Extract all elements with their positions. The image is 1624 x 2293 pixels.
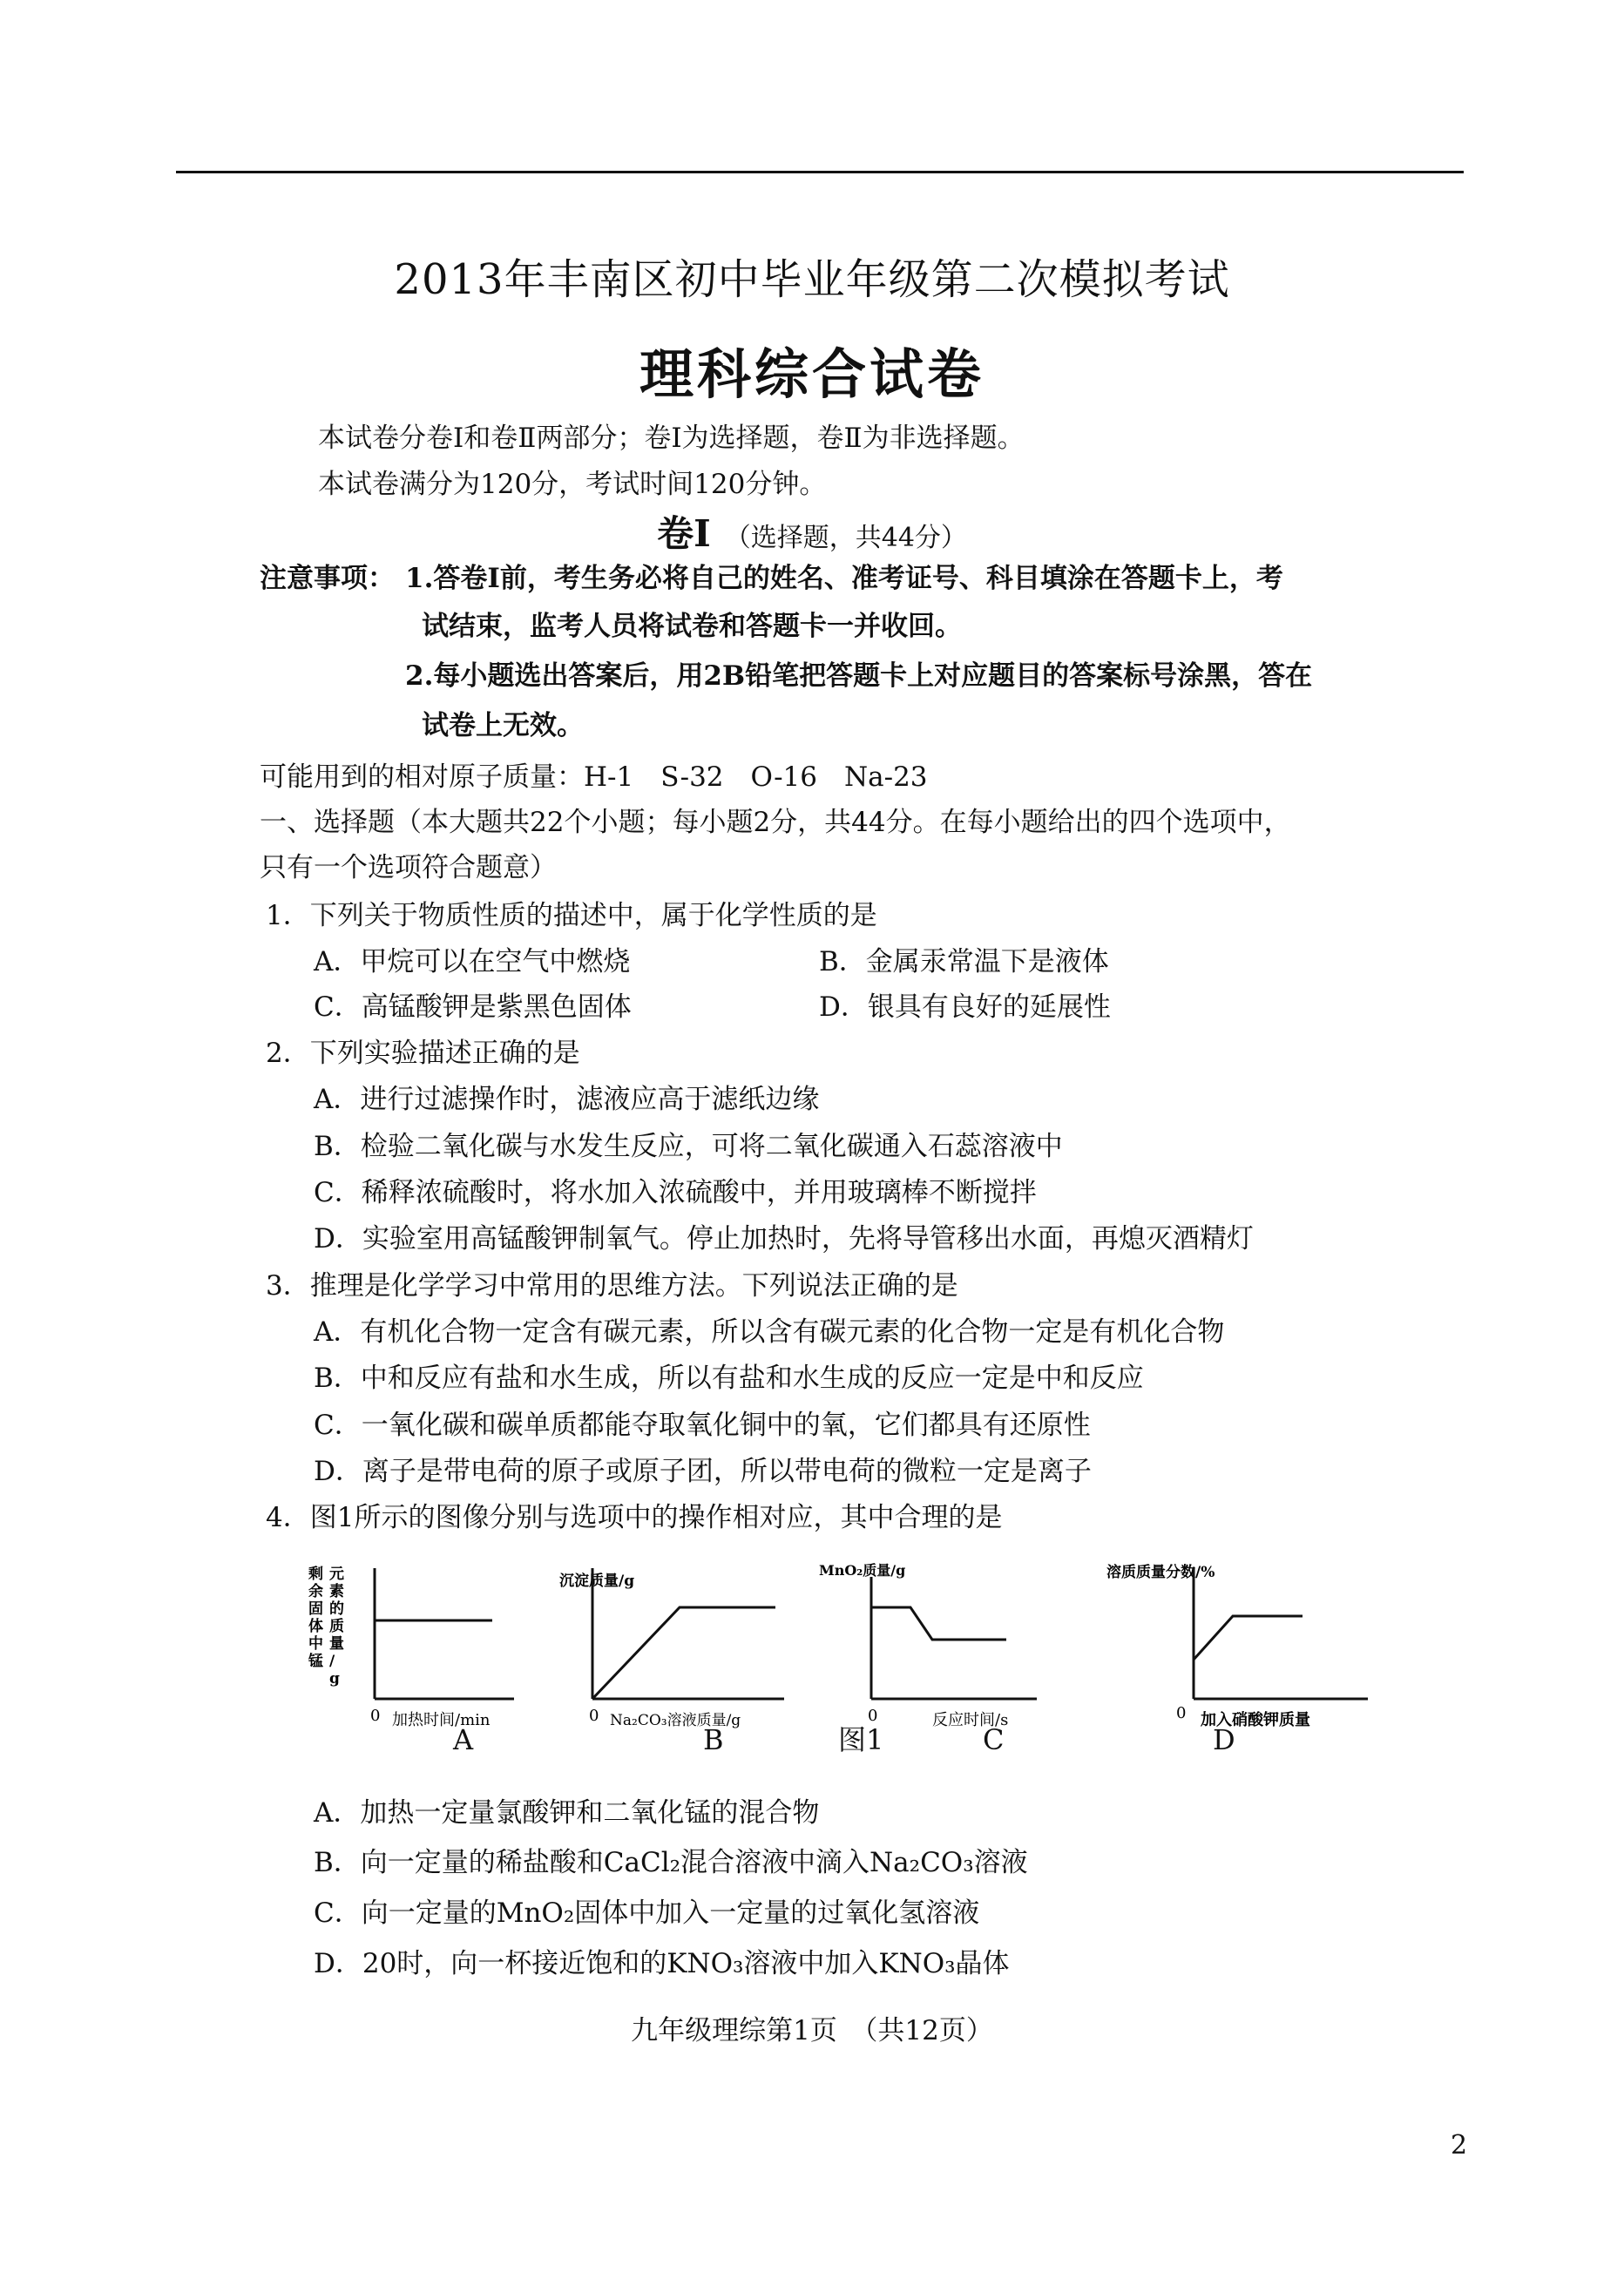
note-1-line-2: 试结束，监考人员将试卷和答题卡一并收回。 [422, 611, 962, 642]
graph-d-xlabel: 加入硝酸钾质量 [1201, 1711, 1310, 1729]
q1-option-c: C．高锰酸钾是紫黑色固体 [314, 991, 632, 1023]
figure-1 [296, 1559, 1394, 1795]
part1-line-1: 一、选择题（本大题共22个小题；每小题2分，共44分。在每小题给出的四个选项中， [260, 807, 1291, 838]
graph-b-origin: 0 [589, 1707, 599, 1725]
q4-option-d: D．20时，向一杯接近饱和的KNO₃溶液中加入KNO₃晶体 [314, 1948, 1010, 1979]
graph-b-curve [592, 1607, 775, 1699]
graph-c [819, 1559, 1045, 1734]
q4-stem: 4．图1所示的图像分别与选项中的操作相对应，其中合理的是 [266, 1502, 1003, 1533]
q3-stem: 3．推理是化学学习中常用的思维方法。下列说法正确的是 [266, 1270, 958, 1302]
intro-line-2: 本试卷满分为120分，考试时间120分钟。 [318, 469, 827, 500]
note-2-line-2: 试卷上无效。 [422, 710, 584, 741]
q3-option-a: A．有机化合物一定含有碳元素，所以含有碳元素的化合物一定是有机化合物 [314, 1316, 1225, 1348]
q3-option-d: D．离子是带电荷的原子或原子团，所以带电荷的微粒一定是离子 [314, 1456, 1092, 1487]
graph-c-xlabel: 反应时间/s [932, 1711, 1009, 1729]
graph-d-curve [1194, 1616, 1303, 1660]
graph-d [1106, 1559, 1385, 1734]
top-rule [176, 171, 1464, 173]
q3-option-c: C．一氧化碳和碳单质都能夺取氧化铜中的氧，它们都具有还原性 [314, 1410, 1091, 1441]
panel-a-label: A [453, 1723, 474, 1756]
note-2-line-1: 2.每小题选出答案后，用2B铅笔把答题卡上对应题目的答案标号涂黑，答在 [405, 660, 1313, 692]
q2-stem: 2．下列实验描述正确的是 [266, 1038, 580, 1069]
q1-stem: 1．下列关于物质性质的描述中，属于化学性质的是 [266, 900, 877, 931]
notes-label: 注意事项： [260, 563, 395, 594]
section-title: 卷Ⅰ [657, 512, 711, 555]
q2-option-b: B．检验二氧化碳与水发生反应，可将二氧化碳通入石蕊溶液中 [314, 1131, 1063, 1162]
graph-b-ylabel: 沉淀质量/g [559, 1573, 635, 1590]
graph-a-xlabel: 加热时间/min [392, 1711, 491, 1729]
note-1-line-1: 1.答卷Ⅰ前，考生务必将自己的姓名、准考证号、科目填涂在答题卡上，考 [405, 563, 1283, 594]
graph-a [296, 1559, 523, 1734]
graph-b-xlabel: Na₂CO₃溶液质量/g [610, 1712, 741, 1729]
exam-subtitle: 理科综合试卷 [639, 342, 985, 406]
atomic-masses: 可能用到的相对原子质量：H-1 S-32 O-16 Na-23 [260, 761, 928, 793]
graph-a-origin: 0 [370, 1707, 381, 1725]
page-footer: 九年级理综第1页 （共12页） [631, 2015, 993, 2046]
q3-option-b: B．中和反应有盐和水生成，所以有盐和水生成的反应一定是中和反应 [314, 1363, 1144, 1394]
q4-option-a: A．加热一定量氯酸钾和二氧化锰的混合物 [314, 1797, 820, 1829]
q1-option-d: D．银具有良好的延展性 [819, 991, 1111, 1023]
graph-b [558, 1559, 802, 1734]
graph-a-ylabel: 剩余固体中锰元素的质量/ g [308, 1566, 344, 1688]
graph-c-ylabel: MnO₂质量/g [819, 1562, 906, 1579]
section-subtitle: （选择题，共44分） [724, 523, 967, 553]
q1-option-a: A．甲烷可以在空气中燃烧 [314, 946, 631, 977]
q4-option-c: C．向一定量的MnO₂固体中加入一定量的过氧化氢溶液 [314, 1897, 980, 1929]
q2-option-d: D．实验室用高锰酸钾制氧气。停止加热时，先将导管移出水面，再熄灭酒精灯 [314, 1223, 1254, 1255]
graph-d-origin: 0 [1176, 1704, 1187, 1722]
panel-d-label: D [1213, 1723, 1235, 1756]
graph-c-curve [871, 1607, 1006, 1640]
figure-caption: 图1 [838, 1723, 884, 1756]
section-heading [0, 505, 1624, 558]
graph-c-origin: 0 [868, 1707, 878, 1725]
q4-option-b: B．向一定量的稀盐酸和CaCl₂混合溶液中滴入Na₂CO₃溶液 [314, 1847, 1028, 1878]
graph-d-ylabel: 溶质质量分数/% [1106, 1564, 1215, 1581]
q1-option-b: B．金属汞常温下是液体 [819, 946, 1109, 977]
intro-line-1: 本试卷分卷Ⅰ和卷Ⅱ两部分；卷Ⅰ为选择题，卷Ⅱ为非选择题。 [318, 423, 1025, 454]
part1-line-2: 只有一个选项符合题意） [260, 852, 557, 883]
panel-c-label: C [983, 1723, 1005, 1756]
exam-title: 2013年丰南区初中毕业年级第二次模拟考试 [394, 255, 1230, 304]
page-number: 2 [1451, 2130, 1468, 2161]
panel-b-label: B [703, 1723, 724, 1756]
q2-option-a: A．进行过滤操作时，滤液应高于滤纸边缘 [314, 1084, 820, 1115]
q2-option-c: C．稀释浓硫酸时，将水加入浓硫酸中，并用玻璃棒不断搅拌 [314, 1177, 1037, 1208]
